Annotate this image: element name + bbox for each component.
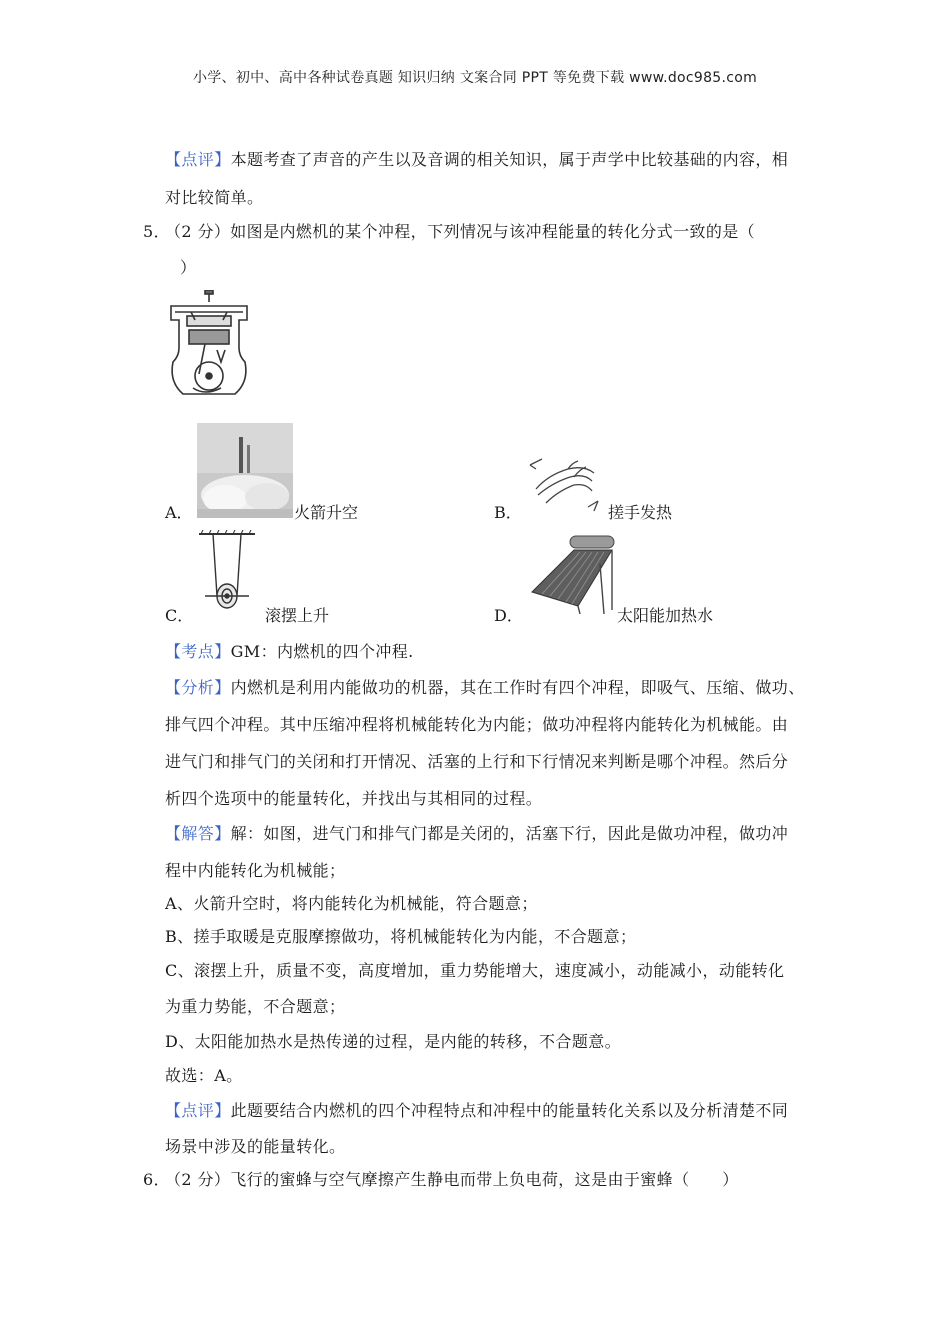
prev-review-line1: 【点评】本题考查了声音的产生以及音调的相关知识，属于声学中比较基础的内容，相 [165, 150, 789, 169]
question-stem-line2: ） [180, 258, 197, 277]
review-tag-2: 【点评】 [165, 1101, 231, 1120]
jieda-line1: 【解答】解：如图，进气门和排气门都是关闭的，活塞下行，因此是做功冲程，做功冲 [165, 824, 789, 843]
solar-heater-icon [528, 534, 618, 616]
fenxi-tag: 【分析】 [165, 678, 231, 697]
rubbing-hands-icon [528, 455, 602, 515]
question-number: 5． [143, 222, 170, 241]
kaodian-line: 【考点】GM：内燃机的四个冲程. [165, 642, 414, 661]
option-b-caption: 搓手发热 [608, 503, 673, 522]
option-d-letter: D． [494, 606, 523, 625]
option-c-caption: 滚摆上升 [265, 606, 330, 625]
fenxi-line2: 排气四个冲程。其中压缩冲程将机械能转化为内能；做功冲程将内能转化为机械能。由 [165, 715, 789, 734]
fenxi-line4: 析四个选项中的能量转化，并找出与其相同的过程。 [165, 789, 543, 808]
jieda-option-d: D、太阳能加热水是热传递的过程，是内能的转移，不合题意。 [165, 1032, 622, 1051]
jieda-line2: 程中内能转化为机械能； [165, 861, 346, 880]
review-line1: 【点评】此题要结合内燃机的四个冲程特点和冲程中的能量转化关系以及分析清楚不同 [165, 1101, 789, 1120]
jieda-option-a: A、火箭升空时，将内能转化为机械能，符合题意； [165, 894, 538, 913]
prev-review-line2: 对比较简单。 [165, 188, 264, 207]
fenxi-line1: 【分析】内燃机是利用内能做功的机器，其在工作时有四个冲程，即吸气、压缩、做功、 [165, 678, 805, 697]
review-line2: 场景中涉及的能量转化。 [165, 1137, 346, 1156]
fenxi-line3: 进气门和排气门的关闭和打开情况、活塞的上行和下行情况来判断是哪个冲程。然后分 [165, 752, 789, 771]
question6-number: 6． [143, 1170, 170, 1189]
option-d-caption: 太阳能加热水 [617, 606, 714, 625]
option-c-letter: C． [165, 606, 194, 625]
jieda-option-c-line1: C、滚摆上升，质量不变，高度增加，重力势能增大，速度减小，动能减小，动能转化 [165, 961, 785, 980]
option-a-caption: 火箭升空 [294, 503, 359, 522]
review-tag: 【点评】 [165, 150, 231, 169]
page-header: 小学、初中、高中各种试卷真题 知识归纳 文案合同 PPT 等免费下载 www.doc985.com [192, 70, 758, 86]
kaodian-tag: 【考点】 [165, 642, 231, 661]
option-a-letter: A． [165, 503, 193, 522]
rolling-pendulum-icon [197, 530, 257, 610]
option-b-letter: B． [494, 503, 522, 522]
question-stem-line1: （2 分）如图是内燃机的某个冲程，下列情况与该冲程能量的转化分式一致的是（ [165, 222, 756, 241]
jieda-option-c-line2: 为重力势能，不合题意； [165, 997, 346, 1016]
jieda-tag: 【解答】 [165, 824, 231, 843]
answer-line: 故选：A。 [165, 1066, 243, 1085]
engine-diagram-icon [165, 290, 253, 400]
jieda-option-b: B、搓手取暖是克服摩擦做功，将机械能转化为内能，不合题意； [165, 927, 637, 946]
rocket-launch-photo-icon [197, 423, 293, 518]
question6-stem: （2 分）飞行的蜜蜂与空气摩擦产生静电而带上负电荷，这是由于蜜蜂（ ） [165, 1170, 739, 1189]
